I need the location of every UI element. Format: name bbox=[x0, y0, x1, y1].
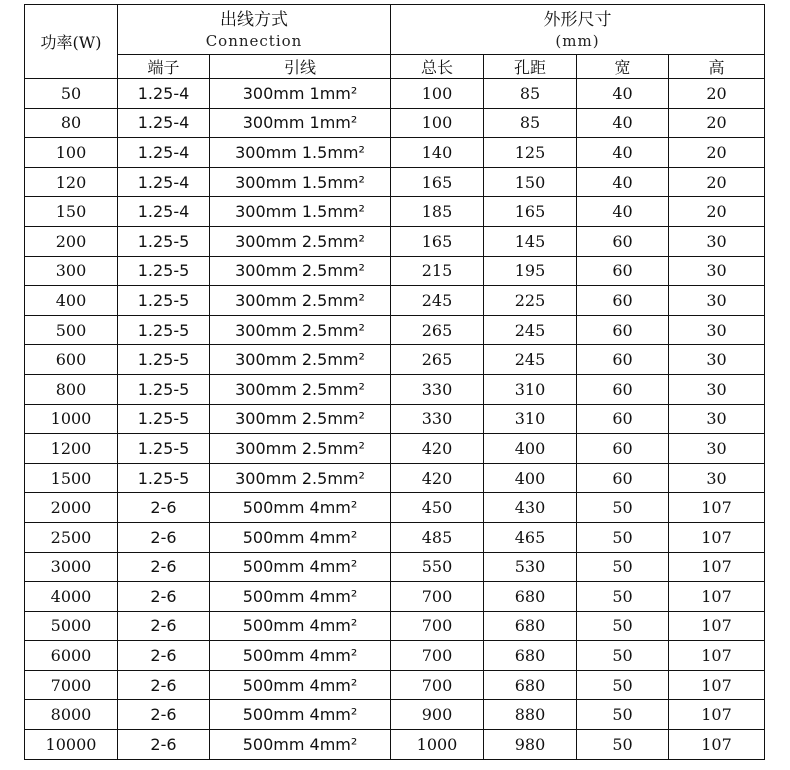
dimensions-header bbox=[391, 5, 765, 55]
total-length-cell: 330 bbox=[391, 404, 484, 434]
table-row bbox=[25, 79, 765, 109]
power-cell: 4000 bbox=[25, 582, 118, 612]
total-length-cell: 185 bbox=[391, 197, 484, 227]
hole-distance-cell: 310 bbox=[484, 374, 577, 404]
lead-wire-cell: 300mm 2.5mm² bbox=[210, 463, 391, 493]
power-cell: 10000 bbox=[25, 730, 118, 760]
terminal-cell: 2-6 bbox=[118, 670, 210, 700]
total-length-cell: 700 bbox=[391, 611, 484, 641]
lead-wire-cell: 500mm 4mm² bbox=[210, 641, 391, 671]
power-cell: 80 bbox=[25, 108, 118, 138]
height-cell: 107 bbox=[669, 700, 765, 730]
width-cell: 50 bbox=[577, 641, 669, 671]
total-length-cell: 330 bbox=[391, 374, 484, 404]
height-cell: 30 bbox=[669, 374, 765, 404]
dimensions-header-unit: (mm) bbox=[555, 31, 600, 50]
total-length-cell: 1000 bbox=[391, 730, 484, 760]
hole-distance-cell: 225 bbox=[484, 286, 577, 316]
hole-distance-cell: 680 bbox=[484, 641, 577, 671]
hole-distance-cell: 85 bbox=[484, 79, 577, 109]
power-cell: 200 bbox=[25, 226, 118, 256]
hole-distance-cell: 150 bbox=[484, 167, 577, 197]
hole-distance-cell: 430 bbox=[484, 493, 577, 523]
hole-distance-header: 孔距 bbox=[484, 55, 577, 79]
hole-distance-cell: 245 bbox=[484, 345, 577, 375]
power-cell: 300 bbox=[25, 256, 118, 286]
power-cell: 1500 bbox=[25, 463, 118, 493]
lead-wire-cell: 300mm 2.5mm² bbox=[210, 256, 391, 286]
width-cell: 50 bbox=[577, 552, 669, 582]
terminal-cell: 2-6 bbox=[118, 582, 210, 612]
power-cell: 500 bbox=[25, 315, 118, 345]
spec-table bbox=[24, 4, 765, 760]
hole-distance-cell: 165 bbox=[484, 197, 577, 227]
width-cell: 50 bbox=[577, 730, 669, 760]
lead-wire-cell: 300mm 2.5mm² bbox=[210, 315, 391, 345]
terminal-cell: 1.25-5 bbox=[118, 374, 210, 404]
total-length-cell: 700 bbox=[391, 670, 484, 700]
power-cell: 2500 bbox=[25, 522, 118, 552]
lead-wire-cell: 500mm 4mm² bbox=[210, 582, 391, 612]
height-cell: 20 bbox=[669, 167, 765, 197]
height-cell: 30 bbox=[669, 345, 765, 375]
hole-distance-cell: 880 bbox=[484, 700, 577, 730]
lead-wire-cell: 300mm 2.5mm² bbox=[210, 404, 391, 434]
height-cell: 107 bbox=[669, 730, 765, 760]
table-row bbox=[25, 226, 765, 256]
total-length-cell: 245 bbox=[391, 286, 484, 316]
table-row bbox=[25, 167, 765, 197]
height-cell: 107 bbox=[669, 552, 765, 582]
lead-wire-cell: 500mm 4mm² bbox=[210, 493, 391, 523]
height-cell: 107 bbox=[669, 582, 765, 612]
total-length-cell: 420 bbox=[391, 434, 484, 464]
width-cell: 50 bbox=[577, 522, 669, 552]
terminal-cell: 1.25-5 bbox=[118, 256, 210, 286]
lead-wire-cell: 300mm 1mm² bbox=[210, 79, 391, 109]
lead-wire-cell: 300mm 1.5mm² bbox=[210, 197, 391, 227]
width-cell: 60 bbox=[577, 315, 669, 345]
terminal-cell: 2-6 bbox=[118, 611, 210, 641]
height-cell: 107 bbox=[669, 641, 765, 671]
terminal-cell: 2-6 bbox=[118, 522, 210, 552]
height-cell: 30 bbox=[669, 315, 765, 345]
total-length-cell: 450 bbox=[391, 493, 484, 523]
hole-distance-cell: 980 bbox=[484, 730, 577, 760]
terminal-cell: 2-6 bbox=[118, 641, 210, 671]
width-cell: 40 bbox=[577, 197, 669, 227]
total-length-cell: 700 bbox=[391, 641, 484, 671]
lead-wire-cell: 300mm 2.5mm² bbox=[210, 286, 391, 316]
width-cell: 40 bbox=[577, 108, 669, 138]
width-header: 宽 bbox=[577, 55, 669, 79]
height-cell: 107 bbox=[669, 522, 765, 552]
height-cell: 30 bbox=[669, 256, 765, 286]
lead-wire-cell: 500mm 4mm² bbox=[210, 522, 391, 552]
terminal-cell: 1.25-5 bbox=[118, 434, 210, 464]
total-length-cell: 215 bbox=[391, 256, 484, 286]
table-row bbox=[25, 345, 765, 375]
total-length-cell: 265 bbox=[391, 345, 484, 375]
hole-distance-cell: 530 bbox=[484, 552, 577, 582]
height-cell: 20 bbox=[669, 197, 765, 227]
lead-wire-cell: 300mm 1.5mm² bbox=[210, 167, 391, 197]
width-cell: 40 bbox=[577, 138, 669, 168]
terminal-cell: 1.25-5 bbox=[118, 226, 210, 256]
table-row bbox=[25, 463, 765, 493]
power-cell: 400 bbox=[25, 286, 118, 316]
connection-header-en: Connection bbox=[205, 31, 303, 50]
lead-wire-cell: 300mm 2.5mm² bbox=[210, 374, 391, 404]
table-row bbox=[25, 552, 765, 582]
height-cell: 20 bbox=[669, 138, 765, 168]
table-row bbox=[25, 522, 765, 552]
lead-wire-cell: 500mm 4mm² bbox=[210, 730, 391, 760]
lead-wire-cell: 500mm 4mm² bbox=[210, 552, 391, 582]
terminal-cell: 1.25-5 bbox=[118, 315, 210, 345]
lead-wire-cell: 300mm 1.5mm² bbox=[210, 138, 391, 168]
power-cell: 1200 bbox=[25, 434, 118, 464]
hole-distance-cell: 145 bbox=[484, 226, 577, 256]
power-cell: 800 bbox=[25, 374, 118, 404]
hole-distance-cell: 310 bbox=[484, 404, 577, 434]
power-cell: 7000 bbox=[25, 670, 118, 700]
width-cell: 60 bbox=[577, 226, 669, 256]
total-length-cell: 485 bbox=[391, 522, 484, 552]
total-length-cell: 265 bbox=[391, 315, 484, 345]
table-row bbox=[25, 582, 765, 612]
width-cell: 60 bbox=[577, 345, 669, 375]
terminal-cell: 1.25-4 bbox=[118, 108, 210, 138]
power-cell: 5000 bbox=[25, 611, 118, 641]
table-row bbox=[25, 315, 765, 345]
terminal-cell: 1.25-4 bbox=[118, 79, 210, 109]
spec-table-container bbox=[24, 4, 764, 760]
header-row-top bbox=[25, 5, 765, 55]
power-header: 功率(W) bbox=[25, 5, 118, 79]
power-cell: 2000 bbox=[25, 493, 118, 523]
table-row bbox=[25, 197, 765, 227]
hole-distance-cell: 680 bbox=[484, 582, 577, 612]
power-cell: 1000 bbox=[25, 404, 118, 434]
height-cell: 30 bbox=[669, 286, 765, 316]
total-length-header: 总长 bbox=[391, 55, 484, 79]
power-cell: 150 bbox=[25, 197, 118, 227]
total-length-cell: 100 bbox=[391, 79, 484, 109]
hole-distance-cell: 400 bbox=[484, 434, 577, 464]
width-cell: 60 bbox=[577, 434, 669, 464]
width-cell: 60 bbox=[577, 374, 669, 404]
terminal-cell: 1.25-4 bbox=[118, 197, 210, 227]
height-cell: 20 bbox=[669, 108, 765, 138]
dimensions-header-cn: 外形尺寸 bbox=[543, 9, 612, 30]
total-length-cell: 100 bbox=[391, 108, 484, 138]
power-cell: 100 bbox=[25, 138, 118, 168]
height-cell: 107 bbox=[669, 670, 765, 700]
lead-wire-header: 引线 bbox=[210, 55, 391, 79]
total-length-cell: 165 bbox=[391, 167, 484, 197]
terminal-cell: 1.25-5 bbox=[118, 463, 210, 493]
terminal-cell: 2-6 bbox=[118, 552, 210, 582]
table-row bbox=[25, 670, 765, 700]
terminal-cell: 1.25-5 bbox=[118, 286, 210, 316]
total-length-cell: 900 bbox=[391, 700, 484, 730]
lead-wire-cell: 300mm 2.5mm² bbox=[210, 226, 391, 256]
table-row bbox=[25, 286, 765, 316]
table-row bbox=[25, 434, 765, 464]
connection-header bbox=[118, 5, 391, 55]
power-cell: 6000 bbox=[25, 641, 118, 671]
power-cell: 120 bbox=[25, 167, 118, 197]
width-cell: 60 bbox=[577, 463, 669, 493]
total-length-cell: 550 bbox=[391, 552, 484, 582]
terminal-cell: 1.25-5 bbox=[118, 345, 210, 375]
hole-distance-cell: 680 bbox=[484, 670, 577, 700]
terminal-cell: 1.25-5 bbox=[118, 404, 210, 434]
hole-distance-cell: 465 bbox=[484, 522, 577, 552]
hole-distance-cell: 195 bbox=[484, 256, 577, 286]
hole-distance-cell: 400 bbox=[484, 463, 577, 493]
table-row bbox=[25, 404, 765, 434]
total-length-cell: 165 bbox=[391, 226, 484, 256]
width-cell: 50 bbox=[577, 611, 669, 641]
width-cell: 40 bbox=[577, 167, 669, 197]
spec-table-body bbox=[25, 79, 765, 760]
table-row bbox=[25, 700, 765, 730]
height-header: 高 bbox=[669, 55, 765, 79]
terminal-cell: 2-6 bbox=[118, 730, 210, 760]
lead-wire-cell: 500mm 4mm² bbox=[210, 700, 391, 730]
power-cell: 3000 bbox=[25, 552, 118, 582]
width-cell: 50 bbox=[577, 493, 669, 523]
total-length-cell: 420 bbox=[391, 463, 484, 493]
table-row bbox=[25, 493, 765, 523]
hole-distance-cell: 85 bbox=[484, 108, 577, 138]
height-cell: 107 bbox=[669, 493, 765, 523]
total-length-cell: 700 bbox=[391, 582, 484, 612]
power-cell: 8000 bbox=[25, 700, 118, 730]
terminal-cell: 2-6 bbox=[118, 493, 210, 523]
width-cell: 50 bbox=[577, 582, 669, 612]
terminal-cell: 2-6 bbox=[118, 700, 210, 730]
height-cell: 30 bbox=[669, 434, 765, 464]
width-cell: 50 bbox=[577, 700, 669, 730]
hole-distance-cell: 680 bbox=[484, 611, 577, 641]
height-cell: 30 bbox=[669, 404, 765, 434]
height-cell: 107 bbox=[669, 611, 765, 641]
height-cell: 30 bbox=[669, 226, 765, 256]
terminal-cell: 1.25-4 bbox=[118, 138, 210, 168]
table-row bbox=[25, 374, 765, 404]
width-cell: 60 bbox=[577, 256, 669, 286]
table-row bbox=[25, 138, 765, 168]
terminal-header: 端子 bbox=[118, 55, 210, 79]
connection-header-cn: 出线方式 bbox=[220, 9, 288, 30]
table-row bbox=[25, 730, 765, 760]
table-row bbox=[25, 108, 765, 138]
table-row bbox=[25, 641, 765, 671]
width-cell: 60 bbox=[577, 286, 669, 316]
hole-distance-cell: 245 bbox=[484, 315, 577, 345]
height-cell: 20 bbox=[669, 79, 765, 109]
power-cell: 50 bbox=[25, 79, 118, 109]
terminal-cell: 1.25-4 bbox=[118, 167, 210, 197]
table-row bbox=[25, 256, 765, 286]
hole-distance-cell: 125 bbox=[484, 138, 577, 168]
width-cell: 40 bbox=[577, 79, 669, 109]
width-cell: 60 bbox=[577, 404, 669, 434]
lead-wire-cell: 300mm 2.5mm² bbox=[210, 345, 391, 375]
lead-wire-cell: 300mm 2.5mm² bbox=[210, 434, 391, 464]
lead-wire-cell: 500mm 4mm² bbox=[210, 670, 391, 700]
lead-wire-cell: 300mm 1mm² bbox=[210, 108, 391, 138]
power-cell: 600 bbox=[25, 345, 118, 375]
header-row-sub bbox=[25, 55, 765, 79]
lead-wire-cell: 500mm 4mm² bbox=[210, 611, 391, 641]
height-cell: 30 bbox=[669, 463, 765, 493]
width-cell: 50 bbox=[577, 670, 669, 700]
total-length-cell: 140 bbox=[391, 138, 484, 168]
table-row bbox=[25, 611, 765, 641]
